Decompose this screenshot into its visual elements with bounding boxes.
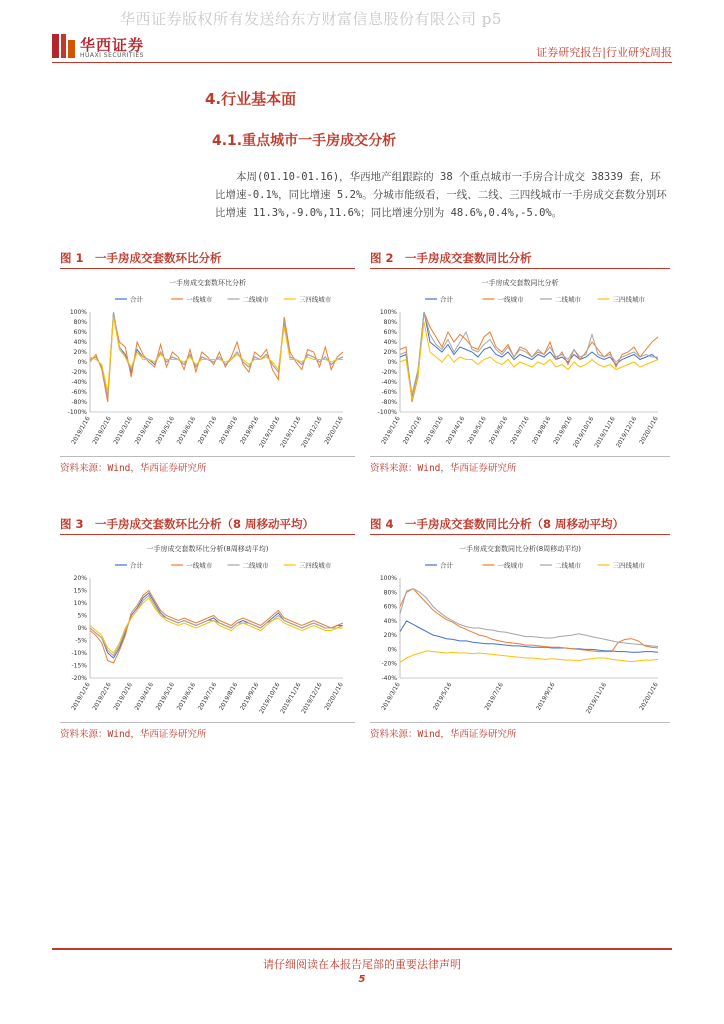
x-tick-label: 2019/1/16 [380, 415, 402, 446]
y-tick-label: 5% [77, 612, 87, 620]
y-tick-label: -80% [71, 399, 87, 406]
x-tick-label: 2019/12/16 [300, 415, 324, 449]
y-tick-label: 0% [77, 359, 87, 366]
chart-3-svg [60, 538, 355, 720]
y-tick-label: -60% [381, 389, 397, 396]
logo-name-cn: 华西证券 [80, 36, 145, 54]
y-tick-label: 20% [383, 632, 397, 640]
figure-4-rule [370, 534, 670, 535]
series-line-二线城市 [90, 596, 343, 656]
legend-label-2: 二线城市 [242, 295, 269, 304]
company-logo [52, 32, 172, 64]
y-tick-label: -40% [381, 675, 397, 682]
x-tick-label: 2019/12/16 [300, 681, 324, 715]
y-tick-label: 40% [73, 339, 87, 346]
x-tick-label: 2019/5/16 [154, 415, 177, 446]
subsection-title: 4.1.重点城市一手房成交分析 [212, 133, 397, 149]
chart-2-svg [370, 272, 670, 454]
logo-mark-icon [52, 32, 76, 60]
y-tick-label: 20% [73, 349, 87, 356]
x-tick-label: 2019/9/16 [552, 415, 574, 446]
x-tick-label: 2020/1/16 [638, 681, 660, 712]
figure-1-rule [60, 268, 355, 269]
series-line-一线城市 [400, 312, 658, 402]
legend-label-1: 一线城市 [497, 295, 524, 304]
figure-3-bottom-rule [60, 722, 355, 723]
x-tick-label: 2019/7/16 [509, 415, 531, 446]
figure-3-caption: 图 3 一手房成交套数环比分析（8 周移动平均） [60, 517, 315, 531]
x-tick-label: 2020/1/16 [323, 415, 345, 446]
figure-1-chart [60, 272, 355, 454]
figure-1-bottom-rule [60, 456, 355, 457]
y-tick-label: -20% [71, 369, 87, 376]
y-tick-label: 20% [73, 575, 87, 582]
x-tick-label: 2019/2/16 [91, 681, 113, 712]
legend-label-3: 三四线城市 [612, 561, 645, 570]
x-tick-label: 2019/11/16 [584, 681, 609, 715]
legend-label-0: 合计 [440, 295, 453, 304]
y-tick-label: 60% [383, 603, 397, 611]
chart-1-svg [60, 272, 355, 454]
x-tick-label: 2019/6/16 [175, 415, 198, 446]
y-tick-label: -40% [71, 379, 87, 386]
legend-label-0: 合计 [440, 561, 453, 570]
x-tick-label: 2019/1/16 [70, 415, 92, 446]
header-divider [52, 62, 672, 63]
figure-4-chart [370, 538, 670, 720]
legend-label-2: 二线城市 [555, 561, 581, 570]
section-title: 4.行业基本面 [205, 90, 297, 108]
y-tick-label: -40% [381, 379, 397, 386]
figure-4-bottom-rule [370, 722, 670, 723]
series-line-三四线城市 [400, 651, 658, 662]
x-tick-label: 2019/5/16 [431, 681, 454, 712]
x-tick-label: 2019/11/16 [279, 681, 303, 715]
y-tick-label: -60% [71, 389, 87, 396]
y-tick-label: 60% [383, 329, 397, 336]
x-tick-label: 2019/7/16 [196, 415, 219, 446]
x-tick-label: 2019/9/16 [238, 415, 261, 446]
x-tick-label: 2019/2/16 [401, 415, 424, 446]
body-paragraph: 本周(01.10-01.16)，华西地产组跟踪的 38 个重点城市一手房合计成交 38339 套，环比增速-0.1%，同比增速 5.2%。分城市能级看，一线、二线、三四线城市一手房成交套数分别环比增速 11.3%,-9.0%,11.6%；同比增速分别为 48.6%,0.4%,-5.0%。 [215, 171, 667, 219]
legend-label-1: 一线城市 [186, 561, 213, 570]
y-tick-label: 80% [73, 319, 87, 326]
y-tick-label: 100% [379, 575, 397, 582]
legend-label-3: 三四线城市 [298, 561, 332, 570]
figure-1-source: 资料来源：Wind，华西证券研究所 [60, 463, 207, 474]
x-tick-label: 2019/4/16 [133, 415, 155, 446]
x-tick-label: 2019/7/16 [196, 681, 219, 712]
y-tick-label: 40% [383, 339, 397, 346]
legend-label-0: 合计 [130, 561, 143, 570]
y-tick-label: 40% [383, 617, 397, 625]
y-tick-label: -20% [381, 660, 397, 668]
chart-4-svg [370, 538, 670, 720]
y-tick-label: -10% [71, 650, 87, 657]
y-tick-label: 0% [387, 359, 397, 366]
x-tick-label: 2019/8/16 [217, 415, 240, 446]
y-tick-label: 0% [77, 625, 87, 632]
x-tick-label: 2019/2/16 [91, 415, 113, 446]
x-tick-label: 2019/12/16 [614, 415, 639, 449]
x-tick-label: 2019/4/16 [133, 681, 155, 712]
legend-label-2: 二线城市 [555, 295, 581, 304]
y-tick-label: -5% [75, 637, 87, 645]
figure-4-caption: 图 4 一手房成交套数同比分析（8 周移动平均） [370, 517, 625, 531]
x-tick-label: 2020/1/16 [323, 681, 345, 712]
report-type: 证券研究报告|行业研究周报 [536, 46, 672, 59]
series-line-三四线城市 [90, 317, 343, 392]
series-line-合计 [90, 312, 343, 398]
x-tick-label: 2019/9/16 [238, 681, 261, 712]
legend-label-0: 合计 [130, 295, 143, 304]
x-tick-label: 2019/6/16 [487, 415, 510, 446]
x-tick-label: 2019/3/16 [423, 415, 445, 446]
figure-4-source: 资料来源：Wind，华西证券研究所 [370, 729, 517, 740]
y-tick-label: -100% [377, 409, 397, 416]
x-tick-label: 2019/7/16 [483, 681, 505, 712]
figure-2-rule [370, 268, 670, 269]
x-tick-label: 2019/8/16 [217, 681, 240, 712]
figure-3-rule [60, 534, 355, 535]
figure-2-caption: 图 2 一手房成交套数同比分析 [370, 251, 532, 265]
legend-label-1: 一线城市 [497, 561, 524, 570]
y-tick-label: 20% [383, 349, 397, 356]
figure-2-source: 资料来源：Wind，华西证券研究所 [370, 463, 517, 474]
legend-label-3: 三四线城市 [612, 295, 645, 304]
y-tick-label: 10% [73, 600, 87, 607]
x-tick-label: 2019/11/16 [279, 415, 303, 449]
x-tick-label: 2019/3/16 [380, 681, 402, 712]
y-tick-label: 15% [73, 587, 87, 595]
figure-2-bottom-rule [370, 456, 670, 457]
y-tick-label: 0% [387, 646, 397, 654]
x-tick-label: 2019/10/16 [258, 681, 282, 715]
y-tick-label: -20% [381, 369, 397, 376]
x-tick-label: 2019/9/16 [535, 681, 557, 712]
y-tick-label: 60% [73, 329, 87, 336]
x-tick-label: 2019/10/16 [571, 415, 596, 449]
x-tick-label: 2019/1/16 [70, 681, 92, 712]
legend-label-3: 三四线城市 [298, 295, 332, 304]
figure-3-source: 资料来源：Wind，华西证券研究所 [60, 729, 207, 740]
y-tick-label: -100% [67, 409, 87, 416]
series-line-二线城市 [90, 312, 343, 397]
y-tick-label: -20% [71, 675, 87, 682]
y-tick-label: 100% [379, 309, 397, 316]
legend-label-1: 一线城市 [186, 295, 213, 304]
x-tick-label: 2019/8/16 [530, 415, 553, 446]
y-tick-label: -15% [71, 662, 87, 670]
chart-2-title: 一手房成交套数同比分析 [481, 279, 559, 287]
series-line-二线城市 [400, 589, 658, 647]
chart-1-title: 一手房成交套数环比分析 [169, 279, 246, 287]
x-tick-label: 2020/1/16 [638, 415, 660, 446]
y-tick-label: 80% [383, 589, 397, 597]
figure-2-chart [370, 272, 670, 454]
y-tick-label: 80% [383, 319, 397, 326]
figure-3-chart [60, 538, 355, 720]
footer-disclaimer: 请仔细阅读在本报告尾部的重要法律声明 [263, 958, 461, 971]
y-tick-label: 100% [69, 309, 87, 316]
page-number: 5 [358, 974, 366, 985]
logo-name-en: HUAXI SECURITIES [80, 52, 144, 59]
chart-4-title: 一手房成交套数同比分析(8周移动平均) [459, 545, 581, 553]
x-tick-label: 2019/4/16 [444, 415, 467, 446]
x-tick-label: 2019/10/16 [258, 415, 282, 449]
y-tick-label: -80% [381, 399, 397, 406]
chart-3-title: 一手房成交套数环比分析(8周移动平均) [146, 545, 269, 553]
x-tick-label: 2019/5/16 [154, 681, 177, 712]
x-tick-label: 2019/3/16 [112, 415, 134, 446]
footer-divider [52, 948, 672, 950]
x-tick-label: 2019/6/16 [175, 681, 198, 712]
x-tick-label: 2019/5/16 [466, 415, 488, 446]
legend-label-2: 二线城市 [242, 561, 269, 570]
figure-1-caption: 图 1 一手房成交套数环比分析 [60, 251, 222, 265]
x-tick-label: 2019/11/16 [593, 415, 617, 449]
x-tick-label: 2019/3/16 [112, 681, 134, 712]
watermark: 华西证券版权所有发送给东方财富信息股份有限公司 p5 [120, 10, 502, 28]
